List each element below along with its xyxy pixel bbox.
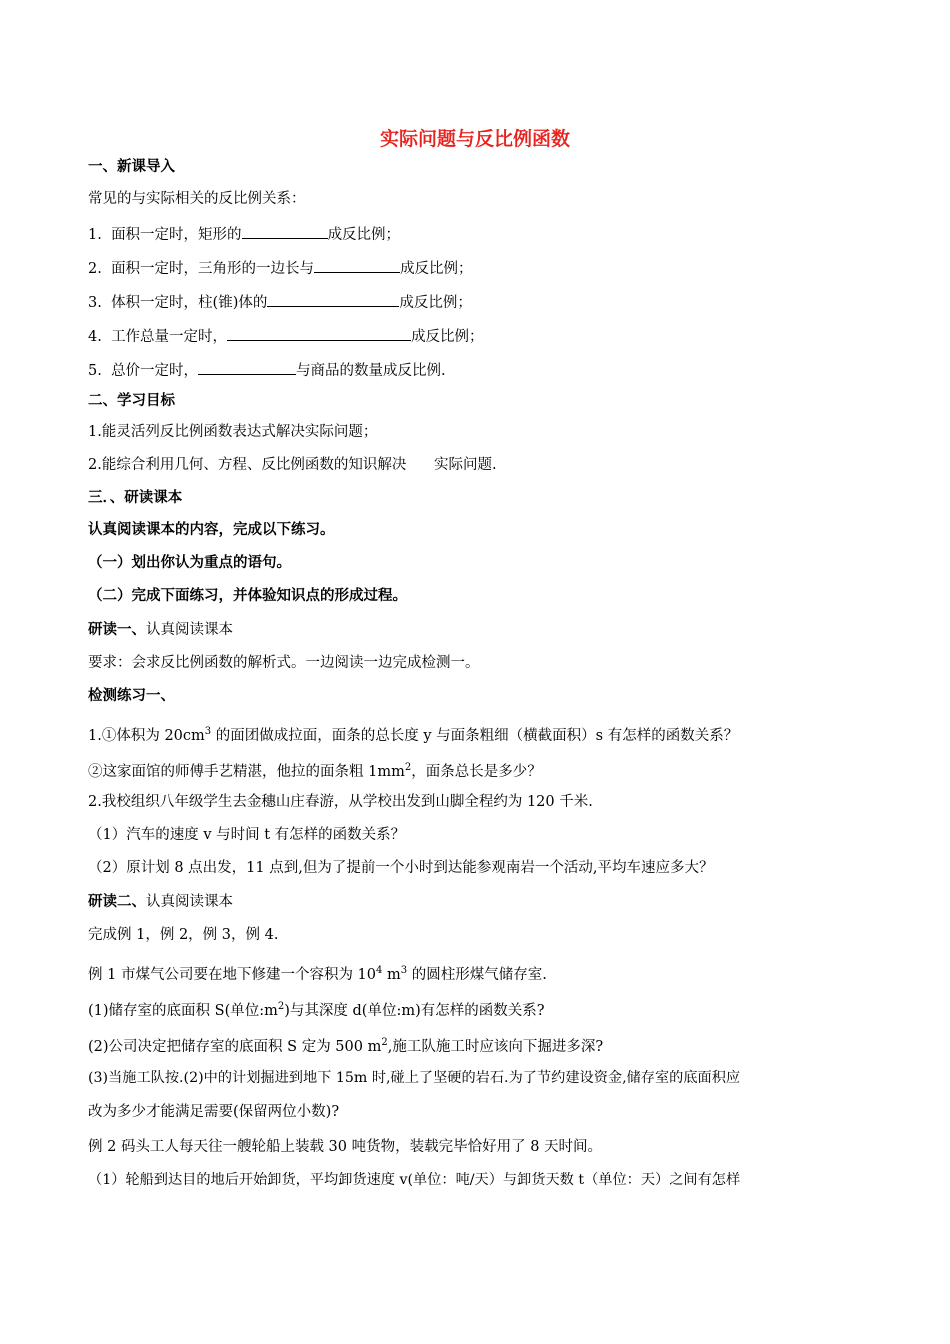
question-1a: 1.①体积为 $20cm^3$ 的面团做成拉面，面条的总长度 y 与面条粗细（横截面积）s 有怎样的函数关系？	[88, 726, 739, 744]
fill-blank[interactable]	[242, 224, 328, 239]
exercise-heading: 检测练习一、	[88, 688, 175, 704]
instruction-1: 认真阅读课本的内容，完成以下练习。	[88, 522, 335, 538]
reading-2-task: 完成例 1，例 2，例 3，例 4.	[88, 927, 279, 943]
example-1-part-3: (3)当施工队按.(2)中的计划掘进到地下 15m 时,碰上了坚硬的岩石.为了节约建设资金,储存室的底面积应	[88, 1070, 741, 1086]
question-2a: （1）汽车的速度 v 与时间 t 有怎样的函数关系？	[88, 827, 406, 843]
example-1: 例 1 市煤气公司要在地下修建一个容积为 $10^4$ $m^3$ 的圆柱形煤气储存室.	[88, 965, 547, 983]
example-1-part-2: (2)公司决定把储存室的底面积 S 定为 500 $m^2$,施工队施工时应该向下掘进多深?	[88, 1037, 604, 1055]
section-heading-reading: 三．、研读课本	[88, 490, 183, 506]
fill-blank[interactable]	[267, 292, 399, 307]
reading-2-heading: 研读二、认真阅读课本	[88, 894, 233, 910]
instruction-3: （二）完成下面练习，并体验知识点的形成过程。	[88, 588, 407, 604]
list-item: 1. 面积一定时，矩形的 成反比例；	[88, 224, 400, 245]
goal-2: 2.能综合利用几何、方程、反比例函数的知识解决 实际问题.	[88, 457, 497, 473]
fill-blank[interactable]	[314, 258, 400, 273]
example-1-part-1: (1)储存室的底面积 S(单位$:m^2$)与其深度 d(单位:m)有怎样的函数关系?	[88, 1001, 545, 1019]
list-item: 4. 工作总量一定时， 成反比例；	[88, 326, 484, 347]
section-heading-intro: 一、新课导入	[88, 159, 175, 175]
intro-text: 常见的与实际相关的反比例关系：	[88, 191, 306, 207]
list-item: 2. 面积一定时，三角形的一边长与 成反比例；	[88, 258, 473, 279]
reading-1-heading: 研读一、认真阅读课本	[88, 622, 233, 638]
section-heading-goals: 二、学习目标	[88, 393, 175, 409]
question-2: 2.我校组织八年级学生去金穗山庄春游，从学校出发到山脚全程约为 120 千米.	[88, 794, 593, 810]
example-1-part-3-cont: 改为多少才能满足需要(保留两位小数)?	[88, 1104, 340, 1120]
list-item: 5. 总价一定时， 与商品的数量成反比例.	[88, 360, 446, 381]
list-item: 3. 体积一定时，柱(锥)体的 成反比例；	[88, 292, 472, 313]
example-2: 例 2 码头工人每天往一艘轮船上装载 30 吨货物，装载完毕恰好用了 8 天时间。	[88, 1139, 603, 1155]
fill-blank[interactable]	[198, 360, 296, 375]
question-2b: （2）原计划 8 点出发，11 点到,但为了提前一个小时到达能参观南岩一个活动,平均车速应多大？	[88, 860, 714, 876]
fill-blank[interactable]	[227, 326, 411, 341]
goal-1: 1.能灵活列反比例函数表达式解决实际问题；	[88, 424, 378, 440]
instruction-2: （一）划出你认为重点的语句。	[88, 555, 291, 571]
reading-1-requirement: 要求：会求反比例函数的解析式。一边阅读一边完成检测一。	[88, 655, 480, 671]
example-2-part-1: （1）轮船到达目的地后开始卸货，平均卸货速度 v(单位：吨/天）与卸货天数 t（单位：天）之间有怎样	[88, 1172, 741, 1188]
question-1b: ②这家面馆的师傅手艺精湛，他拉的面条粗 $1mm^2$，面条总长是多少？	[88, 762, 542, 780]
page-title: 实际问题与反比例函数	[379, 128, 570, 150]
